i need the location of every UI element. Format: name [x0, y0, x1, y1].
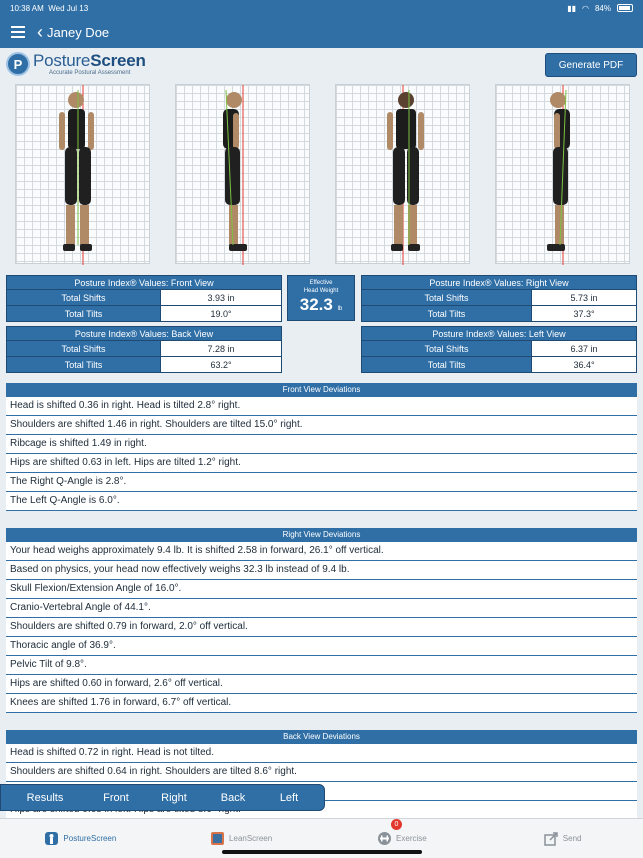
segment-back[interactable]: Back [220, 791, 246, 804]
back-figure [336, 85, 471, 265]
back-view-photo[interactable] [335, 84, 470, 264]
tab-label: Send [562, 834, 582, 843]
total-shifts-value: 6.37 in [532, 341, 637, 357]
total-shifts-value: 3.93 in [161, 290, 282, 306]
list-item: Head is shifted 0.72 in right. Head is not tilted. [6, 744, 637, 763]
total-tilts-value: 63.2° [161, 357, 282, 373]
table-title: Posture Index® Values: Back View [7, 327, 282, 341]
ehw-unit: lb [337, 306, 343, 312]
row-label: Total Shifts [362, 341, 532, 357]
logo-tagline: Accurate Postural Assessment [49, 70, 131, 76]
posture-index-left-table [361, 326, 637, 373]
list-item: Hips are shifted 0.63 in left. Hips are tilted 1.2° right. [6, 454, 637, 473]
front-figure [16, 85, 151, 265]
tab-label: Exercise [396, 834, 427, 843]
ehw-label-2: Head Weight [303, 288, 339, 294]
effective-head-weight [287, 275, 355, 321]
tab-label: PostureScreen [63, 834, 117, 843]
tab-posturescreen[interactable] [0, 819, 161, 858]
nav-bar [0, 16, 643, 48]
section-title: Right View Deviations [6, 528, 637, 542]
patient-name-title[interactable]: Janey Doe [47, 24, 110, 40]
front-view-photo[interactable] [15, 84, 150, 264]
logo-icon: P [6, 52, 30, 76]
list-item: Your head weighs approximately 9.4 lb. It is shifted 2.58 in forward, 26.1° off vertical. [6, 542, 637, 561]
home-indicator[interactable] [222, 850, 422, 854]
posture-index-back-table [6, 326, 282, 373]
row-label: Total Shifts [7, 290, 161, 306]
list-item: The Left Q-Angle is 6.0°. [6, 492, 637, 511]
list-item: Cranio-Vertebral Angle of 44.1°. [6, 599, 637, 618]
logo-name-b: Screen [90, 51, 146, 70]
posture-index-right-table [361, 275, 637, 322]
segment-right[interactable]: Right [161, 791, 187, 804]
ehw-label-1: Effective [309, 280, 333, 286]
view-segment-control [0, 784, 325, 811]
left-view-photo[interactable] [495, 84, 630, 264]
status-date: Wed Jul 13 [48, 3, 89, 13]
posturescreen-icon [44, 831, 59, 846]
status-bar [0, 0, 643, 16]
tab-label: LeanScreen [229, 834, 273, 843]
left-figure [496, 85, 631, 265]
list-item: Head is shifted 0.36 in right. Head is tilted 2.8° right. [6, 397, 637, 416]
ehw-value: 32.3 [299, 295, 333, 314]
list-item: Thoracic angle of 36.9°. [6, 637, 637, 656]
segment-front[interactable]: Front [103, 791, 129, 804]
list-item: Shoulders are shifted 0.79 in forward, 2.0° off vertical. [6, 618, 637, 637]
battery-percent: 84% [594, 3, 611, 13]
posturescreen-logo [6, 52, 146, 76]
list-item: Pelvic Tilt of 9.8°. [6, 656, 637, 675]
total-tilts-value: 36.4° [532, 357, 637, 373]
table-title: Posture Index® Values: Right View [362, 276, 637, 290]
list-item: Based on physics, your head now effectively weighs 32.3 lb instead of 9.4 lb. [6, 561, 637, 580]
back-chevron-icon[interactable]: ‹ [37, 22, 43, 42]
row-label: Total Shifts [362, 290, 532, 306]
menu-icon[interactable] [11, 23, 25, 41]
exercise-badge: 0 [391, 819, 402, 830]
row-label: Total Tilts [362, 306, 532, 322]
total-tilts-value: 19.0° [161, 306, 282, 322]
list-item: Hips are shifted 0.60 in forward, 2.6° off vertical. [6, 675, 637, 694]
exercise-icon [377, 831, 392, 846]
posture-index-front-table [6, 275, 282, 322]
right-view-deviations [6, 528, 637, 713]
right-figure [176, 85, 311, 265]
front-view-deviations [6, 383, 637, 511]
battery-icon [617, 4, 633, 12]
row-label: Total Tilts [7, 306, 161, 322]
list-item: Skull Flexion/Extension Angle of 16.0°. [6, 580, 637, 599]
list-item: Ribcage is shifted 1.49 in right. [6, 435, 637, 454]
segment-left[interactable]: Left [279, 791, 299, 804]
results-content[interactable] [0, 48, 643, 818]
row-label: Total Tilts [362, 357, 532, 373]
list-item: Shoulders are shifted 0.64 in right. Shoulders are tilted 8.6° right. [6, 763, 637, 782]
list-item: Shoulders are shifted 1.46 in right. Shoulders are tilted 15.0° right. [6, 416, 637, 435]
row-label: Total Shifts [7, 341, 161, 357]
generate-pdf-button[interactable]: Generate PDF [545, 53, 637, 77]
wifi-icon: ◠ [582, 3, 589, 13]
section-title: Front View Deviations [6, 383, 637, 397]
tab-send[interactable] [482, 819, 643, 858]
right-view-photo[interactable] [175, 84, 310, 264]
logo-name-a: Posture [33, 51, 91, 70]
segment-results[interactable]: Results [26, 791, 64, 804]
row-label: Total Tilts [7, 357, 161, 373]
list-item: The Right Q-Angle is 2.8°. [6, 473, 637, 492]
total-shifts-value: 7.28 in [161, 341, 282, 357]
section-title: Back View Deviations [6, 730, 637, 744]
table-title: Posture Index® Values: Front View [7, 276, 282, 290]
signal-icon: ▮▮ [567, 3, 576, 13]
status-time: 10:38 AM [10, 3, 44, 13]
send-icon [544, 831, 559, 846]
total-tilts-value: 37.3° [532, 306, 637, 322]
table-title: Posture Index® Values: Left View [362, 327, 637, 341]
list-item: Knees are shifted 1.76 in forward, 6.7° off vertical. [6, 694, 637, 713]
total-shifts-value: 5.73 in [532, 290, 637, 306]
leanscreen-icon [210, 831, 225, 846]
